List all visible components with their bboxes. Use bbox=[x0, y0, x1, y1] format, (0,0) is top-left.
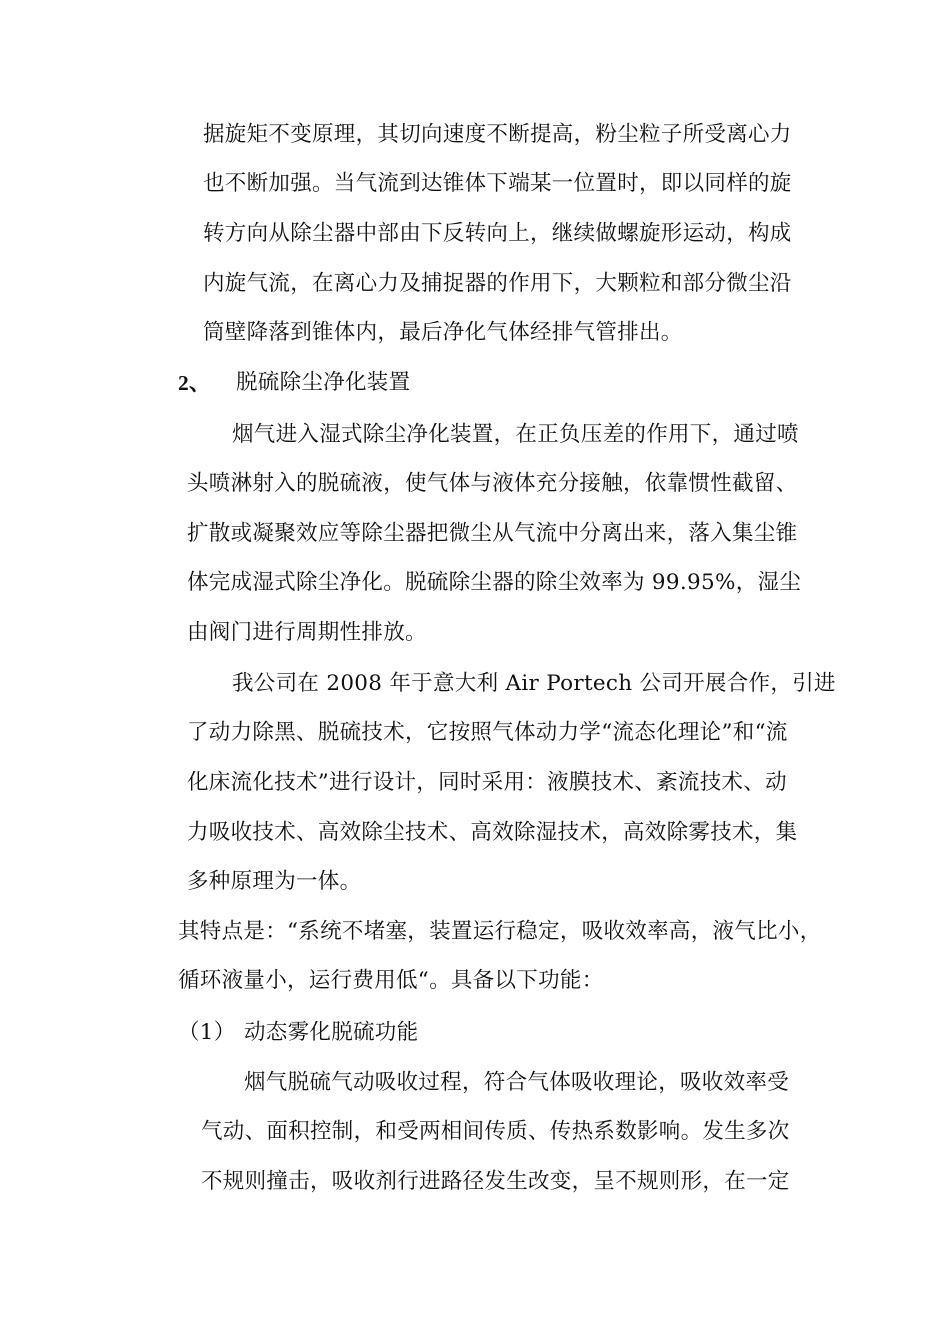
paragraph-3-line-4: 力吸收技术、高效除尘技术、高效除湿技术，高效除雾技术，集 bbox=[187, 820, 798, 845]
paragraph-2-line-3: 扩散或凝聚效应等除尘器把微尘从气流中分离出来，落入集尘锥 bbox=[187, 521, 798, 546]
paragraph-2-line-5: 由阀门进行周期性排放。 bbox=[187, 620, 427, 645]
subsection-1-title: 动态雾化脱硫功能 bbox=[244, 1020, 419, 1045]
paragraph-5-line-3: 不规则撞击，吸收剂行进路径发生改变，呈不规则形，在一定 bbox=[201, 1169, 790, 1194]
paragraph-3-line-5: 多种原理为一体。 bbox=[187, 869, 362, 894]
paragraph-1-line-5: 筒壁降落到锥体内，最后净化气体经排气管排出。 bbox=[203, 320, 683, 345]
paragraph-1-line-2: 也不断加强。当气流到达锥体下端某一位置时，即以同样的旋 bbox=[203, 171, 792, 196]
paragraph-3-line-2: 了动力除黑、脱硫技术，它按照气体动力学“流态化理论”和“流 bbox=[187, 720, 788, 745]
subsection-1-number: （1） bbox=[178, 1020, 236, 1045]
section-2-title: 脱硫除尘净化装置 bbox=[236, 370, 411, 395]
paragraph-1-line-1: 据旋矩不变原理，其切向速度不断提高，粉尘粒子所受离心力 bbox=[203, 122, 792, 147]
paragraph-1-line-4: 内旋气流，在离心力及捕捉器的作用下，大颗粒和部分微尘沿 bbox=[203, 271, 792, 296]
paragraph-5-line-1: 烟气脱硫气动吸收过程，符合气体吸收理论，吸收效率受 bbox=[244, 1070, 790, 1095]
paragraph-1-line-3: 转方向从除尘器中部由下反转向上，继续做螺旋形运动，构成 bbox=[203, 221, 792, 246]
paragraph-2-line-4: 体完成湿式除尘净化。脱硫除尘器的除尘效率为 99.95%，湿尘 bbox=[187, 570, 802, 595]
paragraph-2-line-2: 头喷淋射入的脱硫液，使气体与液体充分接触，依靠惯性截留、 bbox=[187, 471, 798, 496]
paragraph-3-line-1: 我公司在 2008 年于意大利 Air Portech 公司开展合作，引进 bbox=[232, 671, 836, 696]
paragraph-4-line-2: 循环液量小，运行费用低“。具备以下功能： bbox=[178, 968, 604, 993]
section-2-number: 2、 bbox=[178, 371, 211, 395]
paragraph-3-line-3: 化床流化技术”进行设计，同时采用：液膜技术、紊流技术、动 bbox=[187, 770, 787, 795]
paragraph-2-line-1: 烟气进入湿式除尘净化装置，在正负压差的作用下，通过喷 bbox=[232, 422, 799, 447]
paragraph-5-line-2: 气动、面积控制，和受两相间传质、传热系数影响。发生多次 bbox=[201, 1119, 790, 1144]
paragraph-4-line-1: 其特点是：“系统不堵塞，装置运行稳定，吸收效率高，液气比小， bbox=[178, 919, 822, 944]
